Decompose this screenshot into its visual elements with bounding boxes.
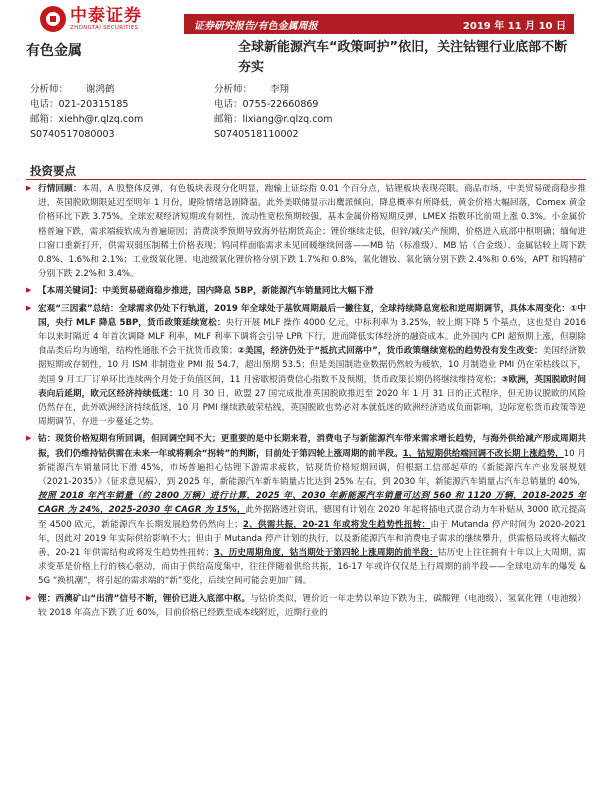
analyst-phone-label: 电话： [30, 99, 59, 110]
paragraph-heading: 锂：西澳矿山“出清”信号不断，锂价已进入底部中枢。 [38, 593, 251, 604]
analyst-card [214, 82, 332, 142]
analyst-name-label: 分析师： [30, 84, 69, 95]
analyst-license: S0740518110002 [214, 129, 299, 140]
report-header [0, 0, 600, 36]
report-body [26, 182, 586, 623]
paragraph-subheading: ②美国，经济仍处于“抵抗式回落中”，货币政策继续宽松的趋势没有发生改变： [237, 346, 543, 357]
paragraph-keywords [26, 284, 586, 298]
paragraph-market-review [26, 182, 586, 281]
analyst-email-label: 邮箱： [214, 114, 243, 125]
paragraph-text: 钴历史上往往拥有十年以上大周期，需求变革是价格上行的核心驱动，而由于供给高度集中，往往伴随着供给共振，16-17 年或许仅仅是上行周期的前半段——全球电动车的爆发 & 5G “换机潮”，将引起的需求端的“新”变化，后续空间可能会更加广阔。 [38, 548, 586, 587]
bullet-icon: ▶ [26, 184, 32, 192]
sector-name: 有色金属 [26, 43, 82, 59]
bullet-icon: ▶ [26, 303, 32, 312]
paragraph-subheading: 1、钴短期供给端回调不改长期上涨趋势， [402, 448, 564, 459]
bullet-icon: ▶ [26, 286, 32, 295]
analyst-card [30, 82, 143, 142]
analyst-email-label: 邮箱： [30, 114, 59, 125]
report-title: 全球新能源汽车“政策呵护”依旧，关注钴锂行业底部不断夯实 [238, 40, 568, 75]
paragraph-heading: 行情回顾： [38, 184, 82, 194]
analyst-email[interactable]: xiehh@r.qlzq.com [58, 114, 144, 125]
paragraph-subheading: 2、供需共振，20-21 年或将发生趋势性扭转： [242, 519, 431, 530]
logo-name-cn: 中泰证券 [70, 6, 142, 26]
paragraph-subheading: ①中国，央行 MLF 降息 5BP，货币政策延续宽松： [38, 303, 586, 328]
paragraph-heading: 宏观“三因素”总结：全球需求仍处下行轨道，2019 年全球处于基钦周期最后一撇往复，全球持续降息宽松和逆周期调节，具体本周变化： [38, 303, 571, 314]
bullet-icon: ▶ [26, 593, 32, 602]
company-logo [40, 6, 142, 32]
analyst-phone-label: 电话： [214, 99, 243, 110]
paragraph-text: 10 月新能源汽车销量同比下滑 45%，市场普遍担心钴锂下游需求疲软，钴现货价格短期回调，但根据工信部起草的《新能源汽车产业发展规划（2021-2035）》（征求意见稿），到 2025 年，新能源汽车新车销量占比达到 25% 左右，到 2030 年，新能源汽车销量占汽车总销量的 40%， [38, 448, 586, 488]
paragraph-text: 此外据路透社资讯，德国有计划在 2020 年起将插电式混合动力车补贴从 3000 欧元提高至 4500 欧元，新能源汽车长期发展趋势仍然向上； [38, 505, 586, 530]
paragraph-subheading: ③欧洲，英国脱欧时间表向后延期，欧元区经济持续低迷： [38, 374, 586, 399]
paragraph-subheading: 3、历史周期角度，钴当期处于第四轮上涨周期的前半段： [213, 548, 438, 559]
paragraph-text: 【本周关键词】：中美贸易磋商稳步推进，国内降息 5BP，新能源汽车销量同比大幅下滑 [38, 286, 374, 297]
paragraph-cobalt [26, 432, 586, 588]
paragraph-macro [26, 302, 586, 430]
report-date: 2019 年 11 月 10 日 [462, 21, 566, 32]
paragraph-text: 10 月 30 日，欧盟 27 国完成批准英国脱欧推迟至 2020 年 1 月 31 日的正式程序，但无协议脱欧的风险仍然存在，此外欧洲经济持续低迷，10 月 PMI 继续跌破荣枯线，英国脱欧也势必对本就低迷的欧洲经济造成负面影响，边际宽松货币政策等逆周期调节，存进一步蔓延之势。 [38, 388, 586, 428]
paragraph-text: 央行开展 MLF 操作 4000 亿元，中标利率为 3.25%，较上期下降 5 个基点，这也是自 2016 年以来时隔近 4 年首次调降 MLF 利率，MLF 利率下调将会引导 LPR 下行，进而降低实体经济的融资成本。此外国内 CPI 超预期上涨，但剔除食品类后均为通缩，结构性通胀不会干扰货币政策； [38, 317, 587, 357]
logo-mark-icon [40, 6, 66, 32]
bullet-icon: ▶ [26, 434, 32, 443]
paragraph-text: 美国经济数据短期或存韧性，10 月 ISM 非制造业 PMI 报 54.7，超出预期 53.5；但是美国制造业数据仍然较为疲软，10 月制造业 PMI 仍在荣枯线以下，美国 9 月工厂订单环比连续两个月处于负值区间，11 月密歇根消费信心指数不及预期，货币政策长期仍将继续维持宽松； [38, 346, 586, 385]
analyst-license: S0740517080003 [30, 129, 115, 140]
analyst-phone: 0755-22660869 [242, 99, 319, 110]
report-type: 证券研究报告/有色金属周报 [194, 21, 318, 32]
section-heading-text: 投资要点 [30, 164, 76, 178]
paragraph-lithium [26, 592, 586, 620]
paragraph-text: 与钴价类似，锂价近一年走势以单边下跌为主，碳酸锂（电池级）、氢氧化锂（电池级）较 2018 年高点下跌了近 60%，目前价格已经跌至成本线附近，近期行业的 [38, 593, 586, 618]
analyst-phone: 021-20315185 [58, 99, 129, 110]
section-heading [26, 160, 586, 180]
analyst-name: 谢鸿鹤 [86, 84, 115, 95]
paragraph-text: 由于 Mutanda 停产时间为 2020-2021 年，因此对 2019 年实际供给影响不大；但由于 Mutanda 停产计划的执行，以及新能源汽车和消费电子需求的继续攀升，供需格局或将大幅改善，20-21 年供需结构或将发生趋势性扭转； [38, 519, 586, 559]
analyst-name: 李翔 [270, 84, 290, 95]
paragraph-heading: 钴：现货价格短期有所回调，但回调空间不大；更重要的是中长期来看，消费电子与新能源汽车带来需求增长趋势，与海外供给减产形成周期共振，我们仍维持钴供需在未来一年或将剩余“拐转”的判断，目前处于第四轮上涨周期的前半段。 [38, 434, 586, 459]
analyst-name-label: 分析师： [214, 84, 253, 95]
logo-name-en: ZHONGTAI SECURITIES [70, 25, 139, 31]
analyst-email[interactable]: lixiang@r.qlzq.com [242, 114, 333, 125]
paragraph-emphasis: 按照 2018 年汽车销量（约 2800 万辆）进行计算，2025 年、2030 年新能源汽车销量可达到 560 和 1120 万辆，2018-2025 年 CAGR 为 24%，2025-2030 年 CAGR 为 15%， [38, 491, 586, 516]
paragraph-text: 本周，A 股整体反弹，有色板块表现分化明显，跑输上证综指 0.01 个百分点，钴锂板块表现亮眼。商品市场，中美贸易磋商稳步推进，英国脱欧期限延迟至明年 1 月份，避险情绪急剧降温，此外美联储显示出鹰派倾向，降息概率有所降低，黄金价格大幅回落，Comex 黄金价格环比下跌 3.75%。全球宏观经济短期或有韧性，流动性宽松预期较强，基本金属价格短期反弹，LMEX 指数环比前周上涨 0.3%。小金属价格普遍下跌，需求端疲软成为普遍原因；消费淡季预期导致海外钴期货高企；锂价继续走低，但锌/减/关产预期，价格进入底部中枢明确；缅甸进口窗口重新打开，供需双弱压制稀土价格表现；钨同样面临需求未见回暖继续回落——MB 钴（标准级）、MB 钴（合金级）、金属钴较上周下跌 0.8%、1.6%和 2.1%；工业级氧化锂、电池级氧化锂价格分别下跌 1.7%和 0.8%，氧化镨钕、氧化镝分别下跌 2.4%和 0.6%，APT 和钨精矿分别下跌 2.2%和 3.4%。 [38, 184, 586, 280]
report-banner [184, 14, 574, 34]
